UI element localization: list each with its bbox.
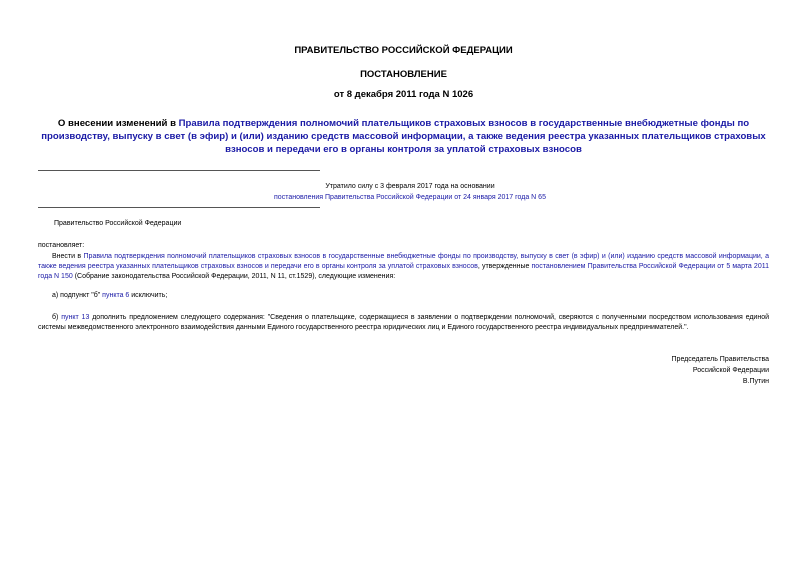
rules-link[interactable]: Правила подтверждения полномочий плательщиков страховых взносов в государственные внебюджетные фонды по производству, выпуску в свет (в эфир) и (или) изданию средств массовой информации, а также ведения реестра указанных плательщиков страховых взносов и передачи его в органы контроля за уплатой страховых взносов [38, 253, 769, 270]
document-title [38, 117, 769, 156]
subitem-a-tail: исключить; [129, 292, 168, 299]
title-rules-link[interactable]: Правила подтверждения полномочий плательщиков страховых взносов в государственные внебюджетные фонды по производству, выпуску в свет (в эфир) и (или) изданию средств массовой информации, а также ведения реестра указанных плательщиков страховых взносов и передачи его в органы контроля за уплатой страховых взносов [41, 118, 766, 155]
document-type: ПОСТАНОВЛЕНИЕ [360, 69, 447, 80]
expired-note-link[interactable]: постановления Правительства Российской Федерации от 24 января 2017 года N 65 [274, 194, 546, 201]
signature-name: В.Путин [742, 378, 769, 385]
government-heading: ПРАВИТЕЛЬСТВО РОССИЙСКОЙ ФЕДЕРАЦИИ [294, 45, 513, 56]
resolution-150-link[interactable]: постановлением Правительства Российской Федерации от 5 марта 2011 года N 150 [38, 263, 769, 280]
decrees-word: постановляет: [38, 242, 85, 249]
subitem-b-tail: дополнить предложением следующего содержания: "Сведения о плательщике, содержащиеся в заявлении о подтверждении полномочий, сверяются с полученными посредством использования единой системы межведомственного электронного взаимодействия данными Единого государственного реестра юридических лиц и Единого государственного реестра индивидуальных предпринимателей.". [38, 314, 770, 331]
paragraph-amendment [38, 252, 769, 282]
signature-title: Председатель Правительства [671, 356, 769, 363]
expired-note-text: Утратило силу с 3 февраля 2017 года на основании [325, 183, 495, 190]
p1-tail: (Собрание законодательства Российской Федерации, 2011, N 11, ст.1529), следующие изменения: [72, 273, 396, 280]
divider-bottom [38, 207, 320, 208]
point-13-link[interactable]: пункт 13 [61, 314, 90, 321]
divider-top [38, 170, 320, 171]
subitem-b [38, 313, 769, 333]
point-6-link[interactable]: пункта 6 [102, 292, 130, 299]
subitem-a-lead: а) подпункт "б" [52, 292, 103, 299]
issuing-organization: Правительство Российской Федерации [54, 220, 182, 227]
document-date-number: от 8 декабря 2011 года N 1026 [333, 89, 474, 100]
subitem-b-lead: б) [52, 314, 62, 321]
signature-block [672, 354, 769, 387]
title-prefix: О внесении изменений в [57, 118, 179, 129]
expired-note [190, 181, 630, 203]
signature-org: Российской Федерации [692, 367, 769, 374]
subitem-a [38, 291, 167, 301]
p1-mid: , утвержденные [477, 263, 532, 270]
p1-lead: Внести в [52, 253, 84, 260]
